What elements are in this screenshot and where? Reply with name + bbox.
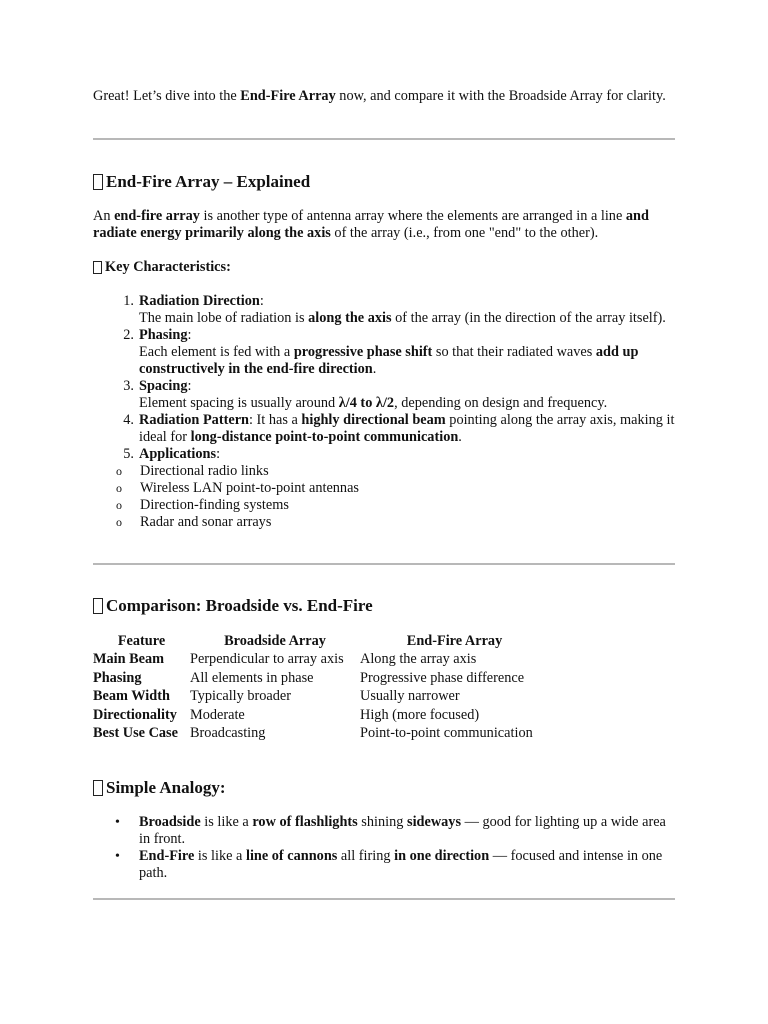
table-row [93,706,549,725]
horizontal-rule [93,898,675,900]
list-item: 5. Applications: o Directional radio links o Wireless LAN point-to-point antennas o Direction-finding systems o Radar and sonar arrays [93,446,675,531]
characteristics-list [93,293,675,531]
horizontal-rule [93,563,675,565]
table-cell: Phasing [93,669,142,686]
end-fire-definition: An end-fire array is another type of antenna array where the elements are arranged in a line and radiate energy primarily along the axis of the array (i.e., from one "end" to the other). [93,208,649,241]
list-item: 4. Radiation Pattern: It has a highly directional beam pointing along the array axis, making it ideal for long-distance point-to-point communication. [123,412,675,445]
table-row [93,688,549,707]
list-item: 1. Radiation Direction: The main lobe of radiation is along the axis of the array (in the direction of the array itself). [123,293,666,326]
table-cell: Typically broader [190,688,292,705]
missing-glyph-icon [93,261,102,274]
section-heading-text: Simple Analogy: [106,778,226,797]
analogy-list [93,814,675,882]
table-cell: Directionality [93,706,177,723]
table-header: Broadside Array [224,632,326,649]
table-row [93,651,549,670]
table-header: End-Fire Array [406,632,503,649]
section-heading-text: Comparison: Broadside vs. End-Fire [106,596,373,615]
sub-list-item: o Direction-finding systems [116,497,289,513]
missing-glyph-icon [93,174,103,190]
section-heading-analogy [93,778,226,798]
key-characteristics-heading [93,259,231,276]
list-item: 3. Spacing: Element spacing is usually around λ/4 to λ/2, depending on design and frequency. [123,378,608,411]
table-header-row [93,632,549,651]
intro-text: now, and compare it with the Broadside Array for clarity. [335,88,666,104]
list-item: • Broadside is like a row of flashlights shining sideways — good for lighting up a wide area in front. [115,814,666,847]
table-row [93,669,549,688]
table-cell: Main Beam [93,651,165,668]
list-item: • End-Fire is like a line of cannons all firing in one direction — focused and intense in one path. [115,848,663,881]
missing-glyph-icon [93,598,103,614]
table-cell: High (more focused) [360,706,480,723]
sub-list-item: o Directional radio links [116,463,269,479]
section-heading-end-fire [93,172,310,192]
intro-bold: End-Fire Array [240,88,336,104]
table-cell: Usually narrower [360,688,460,705]
table-cell: Broadcasting [190,725,266,742]
key-heading-text: Key Characteristics: [105,259,231,275]
sub-list-item: o Radar and sonar arrays [116,514,272,530]
table-cell: Moderate [190,706,245,723]
comparison-table [93,632,549,743]
horizontal-rule [93,138,675,140]
table-cell: Progressive phase difference [360,669,525,686]
section-heading-comparison [93,596,373,616]
table-cell: Beam Width [93,688,170,705]
table-cell: Best Use Case [93,725,178,742]
missing-glyph-icon [93,780,103,796]
table-cell: Perpendicular to array axis [190,651,344,668]
table-header: Feature [117,632,166,649]
intro-paragraph [93,88,675,105]
comparison-table-wrap [93,632,675,743]
table-cell: All elements in phase [190,669,314,686]
table-cell: Point-to-point communication [360,725,533,742]
table-cell: Along the array axis [360,651,477,668]
intro-text: Great! Let’s dive into the [93,88,241,104]
list-item: 2. Phasing: Each element is fed with a progressive phase shift so that their radiated waves add up constructively in the end-fire direction. [123,327,639,377]
section-heading-text: End-Fire Array – Explained [106,172,311,191]
table-row [93,725,549,744]
sub-list-item: o Wireless LAN point-to-point antennas [116,480,359,496]
